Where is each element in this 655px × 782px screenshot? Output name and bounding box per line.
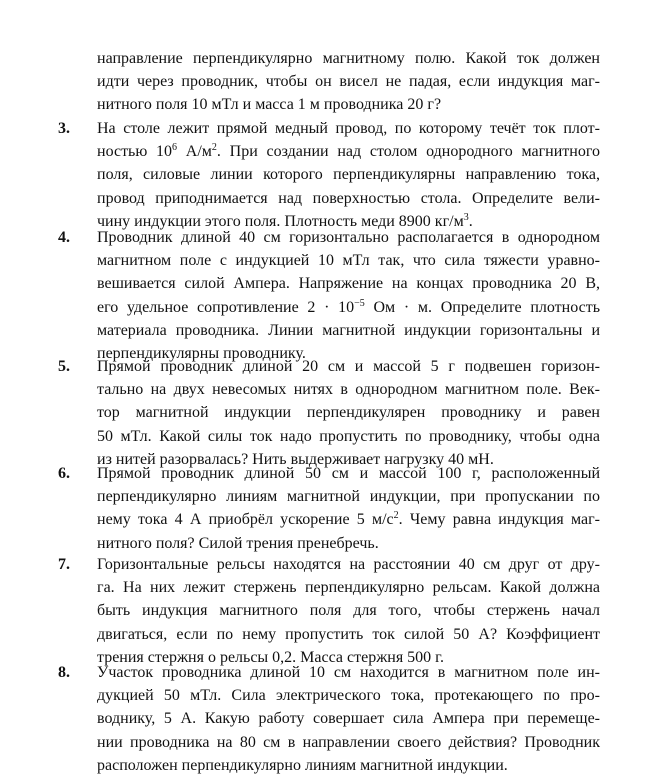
- problem-number: 4.: [58, 229, 70, 246]
- problem-line: нитного поля? Силой трения пренебречь.: [97, 534, 379, 552]
- problem-line: Участок проводника длиной 10 см находится в магнитном поле ин-: [97, 664, 600, 681]
- problem-line: воднику, 5 А. Какую работу совершает сила Ампера при перемеще-: [97, 710, 600, 728]
- problem-number: 6.: [58, 465, 70, 482]
- problem-line: На столе лежит прямой медный провод, по которому течёт ток плот-: [97, 120, 600, 137]
- problem-number: 5.: [58, 358, 70, 375]
- problem-line: быть индукция магнитного поля для того, чтобы стержень начал: [97, 602, 600, 620]
- problem-line: ностью $10^6$ $А/м^2$. При создании над столом однородного магнитного: [97, 142, 600, 161]
- problem-line: двигаться, если по нему пропустить ток силой 50 А? Коэффициент: [97, 625, 600, 643]
- problem-line: из нитей разорвалась? Нить выдерживает нагрузку 40 мН.: [97, 450, 494, 468]
- problem-line: его удельное сопротивление $2 \cdot 10^{-5}$ Ом · м. Определите плотность: [97, 297, 600, 316]
- problem-line: тор магнитной индукции перпендикулярен проводнику и равен: [97, 404, 600, 422]
- fragment-line: направление перпендикулярно магнитному полю. Какой ток должен: [97, 50, 600, 67]
- problem-line: Прямой проводник длиной 20 см и массой 5 г подвешен горизон-: [97, 358, 600, 375]
- problem-line: га. На них лежит стержень перпендикулярно рельсам. Какой должна: [97, 579, 600, 597]
- problem-line: поля, силовые линии которого перпендикулярны направлению тока,: [97, 166, 600, 184]
- problem-line: Прямой проводник длиной 50 см и массой 100 г, расположенный: [97, 465, 600, 482]
- problem-line: перпендикулярно линиям магнитной индукции, при пропускании по: [97, 488, 600, 506]
- problem-line: расположен перпендикулярно линиям магнитной индукции.: [97, 756, 508, 774]
- problem-line: магнитном поле с индукцией 10 мТл так, что сила тяжести уравно-: [97, 252, 600, 270]
- problem-line: Проводник длиной 40 см горизонтально располагается в однородном: [97, 229, 600, 246]
- problem-line: провод приподнимается над поверхностью стола. Определите вели-: [97, 189, 600, 207]
- fragment-line: нитного поля 10 мТл и масса 1 м проводника 20 г?: [97, 96, 442, 114]
- problem-line: дукцией 50 мТл. Сила электрического тока, протекающего по про-: [97, 687, 600, 705]
- problem-line: тально на двух невесомых нитях в однородном магнитном поле. Век-: [97, 381, 600, 399]
- problem-line: материала проводника. Линии магнитной индукции горизонтальны и: [97, 321, 600, 339]
- problem-line: вешивается силой Ампера. Напряжение на концах проводника 20 В,: [97, 275, 600, 293]
- problem-line: трения стержня о рельсы 0,2. Масса стержня 500 г.: [97, 648, 444, 666]
- problem-line: чину индукции этого поля. Плотность меди 8900 $кг/м^3$.: [97, 211, 473, 230]
- problem-line: Горизонтальные рельсы находятся на расстоянии 40 см друг от дру-: [97, 556, 600, 573]
- problem-line: перпендикулярны проводнику.: [97, 345, 306, 362]
- problem-line: нему тока 4 А приобрёл ускорение 5 $м/с^2$. Чему равна индукция маг-: [97, 510, 601, 529]
- problem-number: 7.: [58, 556, 70, 573]
- problem-line: нии проводника на 80 см в направлении своего действия? Проводник: [97, 733, 600, 751]
- problem-line: 50 мТл. Какой силы ток надо пропустить по проводнику, чтобы одна: [97, 427, 600, 445]
- fragment-line: идти через проводник, чтобы он висел не падая, если индукция маг-: [97, 73, 600, 91]
- problem-number: 8.: [58, 664, 70, 681]
- problem-number: 3.: [58, 120, 70, 137]
